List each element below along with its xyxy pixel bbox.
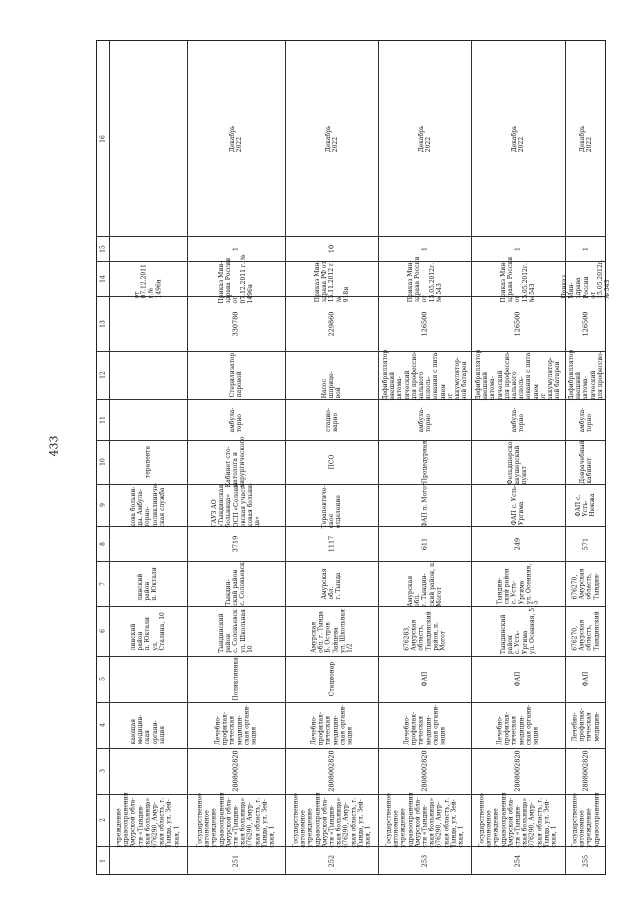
table-cell-text: 611	[419, 537, 428, 550]
table-cell-text: Декабрь 2022	[417, 125, 432, 152]
table-cell-text: 1117	[326, 535, 335, 552]
column-number-cell-text: 12	[99, 371, 107, 379]
table-cell-text: Процедурная	[420, 440, 428, 484]
table-cell	[565, 484, 607, 526]
table-cell	[285, 260, 378, 302]
table-cell-text: ФАП с. Усть- Нюкжа	[575, 493, 597, 517]
table-cell	[187, 702, 285, 748]
table-cell	[187, 794, 285, 846]
table-cell	[565, 440, 607, 484]
column-number-cell	[97, 846, 109, 876]
table-cell-text: Лечебно- профилак- тическая медицин- ская органи- зация	[309, 704, 353, 746]
table-cell	[378, 702, 471, 748]
table-cell	[471, 748, 565, 794]
table-cell-text: Лечебно- профилак- тическая медицин- ская органи- зация	[402, 704, 446, 746]
column-number-cell	[97, 526, 109, 561]
table-cell-text: 330780	[231, 311, 240, 336]
table-cell-text: учреждение здравоохранения Амурской обла- сти «Тындин- ская больница» 676290, Амур- ская область, г. Тында, ул. Зей- ская, 1	[115, 792, 181, 848]
table-cell-text: кающая медицин- ская органи- зация	[129, 714, 166, 745]
column-number-cell	[97, 351, 109, 399]
table-cell	[109, 41, 187, 236]
table-cell	[187, 606, 285, 656]
table-cell-text: Декабрь 2022	[324, 125, 339, 152]
table-cell-text: 2808002820	[326, 750, 335, 792]
table-cell-text: 126500	[513, 311, 522, 336]
table-cell	[560, 258, 612, 299]
table-cell	[109, 656, 187, 702]
table-cell	[285, 351, 378, 399]
table-cell	[187, 561, 285, 606]
table-cell	[187, 254, 285, 303]
table-cell	[187, 656, 285, 702]
table-cell	[565, 656, 607, 702]
table-cell	[109, 236, 187, 261]
table-cell-text: Декабрь 2022	[510, 125, 525, 152]
table-cell-text: амбула- торно	[228, 407, 243, 432]
table-cell	[285, 41, 378, 236]
table-cell-text: Терапевтиче- ское отделение	[320, 485, 343, 529]
table-cell	[471, 484, 565, 526]
table-cell	[187, 351, 285, 399]
table-cell	[378, 748, 471, 794]
table-cell	[285, 748, 378, 794]
table-cell	[187, 436, 285, 488]
table-cell-text: ПСО	[327, 454, 335, 470]
table-cell	[285, 399, 378, 440]
table-cell	[471, 41, 565, 236]
table-cell-text: 126500	[419, 311, 428, 336]
table-cell	[109, 846, 187, 876]
table-cell	[471, 351, 565, 399]
column-number-cell-text: 16	[99, 134, 107, 143]
table-cell	[187, 484, 285, 526]
table-cell-text: Дефибриллятор внешний автома- тический для профессио- нального исполь- зования с пита- нием от аккумулятор- ной батареи	[474, 349, 562, 401]
table-cell	[285, 656, 378, 702]
table-cell	[378, 606, 471, 656]
table-cell-text: 255	[581, 854, 590, 868]
column-number-cell-text: 2	[99, 818, 107, 822]
column-number-cell-text: 3	[99, 769, 107, 773]
table-cell-text: 253	[419, 854, 428, 868]
table-cell-text: Дефибриллятор внешний автома- тический для профессио-	[567, 349, 604, 401]
column-number-cell-text: 8	[99, 541, 107, 546]
table-cell	[565, 296, 607, 351]
table-cell	[285, 296, 378, 351]
table-cell-text: Декабрь 2022	[578, 125, 593, 152]
table-cell-text: 2808002820	[231, 750, 240, 792]
table-cell	[109, 526, 187, 561]
table-cell	[285, 794, 378, 846]
table-cell	[378, 256, 471, 302]
table-cell-text: Приказ Мин- здрава России от 15.05.2012г. № 543	[499, 256, 536, 302]
table-cell	[565, 846, 607, 876]
table-cell	[471, 440, 565, 484]
column-number-cell	[97, 606, 109, 656]
table-cell	[187, 526, 285, 561]
table-cell	[471, 656, 565, 702]
column-number-cell-text: 15	[99, 244, 107, 253]
table-cell-text: амбула- торно	[510, 407, 525, 432]
table-cell-text: 676283, Амурская область, Тындинский район, п. Могот	[402, 611, 446, 651]
table-cell-text: 1	[581, 246, 590, 251]
table-cell	[565, 561, 607, 606]
column-number-cell-text: 6	[99, 629, 107, 633]
table-cell-text: Государственное автономное учреждение здравоохранения	[571, 792, 601, 848]
table-cell-text: 2808002820	[581, 750, 590, 792]
column-number-cell	[97, 236, 109, 261]
column-number-cell-text: 1	[99, 859, 107, 863]
table-cell	[285, 846, 378, 876]
table-cell-text: кова больни- цы. Амбула- торно- поликлиниче- ская служба	[129, 482, 166, 528]
table-cell	[109, 748, 187, 794]
column-number-cell	[97, 656, 109, 702]
table-cell-text: Тындин- ский район с. Усть- Ургима ул. Осенняя, 5	[496, 563, 540, 604]
column-number-cell-text: 14	[99, 274, 107, 283]
table-cell	[378, 236, 471, 261]
table-cell	[378, 656, 471, 702]
table-cell-text: амбула- торно	[417, 407, 432, 432]
table-cell	[565, 526, 607, 561]
column-number-cell	[97, 748, 109, 794]
table-cell	[378, 846, 471, 876]
column-number-cell	[97, 561, 109, 606]
table-cell-text: 229860	[326, 311, 335, 336]
table-cell-text: Поликлиника	[232, 657, 240, 701]
table-cell-text: Приказ Мин- здрава России от 07.12.2011 г. № 1496н	[217, 254, 254, 303]
table-cell	[565, 351, 607, 399]
table-cell-text: Приказ Мин- здрава России от 15.05.2012г. № 543	[560, 258, 612, 299]
table-cell-text: Тындинский район с. Соловьевск ул. Школьная 10	[217, 609, 254, 653]
table-cell	[565, 702, 607, 748]
table-cell-text: стацио- нарно	[324, 407, 339, 432]
table-cell	[109, 702, 187, 748]
table-cell	[187, 846, 285, 876]
column-number-cell	[97, 702, 109, 748]
column-number-cell-text: 11	[99, 415, 107, 424]
table-cell-text: ФАП п. Могот	[420, 482, 428, 528]
column-number-cell	[97, 296, 109, 351]
column-number-cell	[97, 399, 109, 440]
table-cell-text: терапевта	[144, 445, 152, 479]
table-cell	[109, 261, 187, 296]
table-cell	[109, 440, 187, 484]
table-cell	[285, 484, 378, 529]
table-cell-text: Амурская обл. г. Тындин- ский район, п. Могот	[406, 560, 443, 607]
equipment-table	[96, 40, 612, 875]
table-cell-text: линский район п. Юктали ул. Сталина, 10	[129, 612, 166, 651]
table-cell	[471, 236, 565, 261]
table-cell-text: Фельдшерско- акушерский пункт	[507, 439, 529, 485]
table-cell	[565, 399, 607, 440]
table-cell	[285, 606, 378, 656]
table-cell	[565, 606, 607, 656]
table-cell-text: Приказ Мин- здрава РФ от 15.11.2012 г. № 918н	[313, 260, 350, 302]
table-cell	[471, 846, 565, 876]
table-cell	[378, 484, 471, 526]
table-cell-text: 252	[326, 854, 335, 868]
table-cell	[471, 606, 565, 656]
table-cell	[109, 296, 187, 351]
table-cell	[378, 794, 471, 846]
column-number-cell	[97, 484, 109, 526]
table-cell	[471, 399, 565, 440]
table-cell-text: 254	[513, 854, 522, 868]
table-cell	[109, 606, 187, 656]
table-cell	[285, 561, 378, 606]
table-cell	[378, 296, 471, 351]
table-cell	[565, 236, 607, 261]
column-number-cell-text: 4	[99, 723, 107, 727]
table-cell-text: 126500	[581, 311, 590, 336]
table-cell-text: 1	[513, 246, 522, 251]
table-cell-text: амбула- торно	[578, 407, 593, 432]
table-cell-text: 1	[231, 246, 240, 251]
table-cell-text: Государственное автономное учреждение здравоохранения Амурской обла- сти «Тындин- ская больница» 676290, Амур- ская область, г. Тында, ул. Зей- ская, 1	[384, 792, 464, 848]
table-cell-text: Амурская обл. г. Тында Б. Остров Зайцева ул. Школьная 1/2	[309, 609, 353, 653]
table-cell-text: 3719	[231, 535, 240, 552]
table-cell	[285, 236, 378, 261]
table-cell	[109, 794, 187, 846]
table-cell-text: ФАП	[582, 671, 590, 687]
table-cell-text: Доврачебный кабинет	[578, 440, 593, 484]
table-cell-text: 2808002820	[419, 750, 428, 792]
table-cell	[378, 41, 471, 236]
table-cell	[187, 748, 285, 794]
table-cell	[378, 440, 471, 484]
table-cell-text: ФАП с. Усть- Ургима	[510, 484, 525, 526]
table-cell-text: 10	[326, 244, 335, 253]
table-cell-text: Государственное автономное учреждение здравоохранения Амурской обла- сти «Тындин- ская больница» 676290, Амур- ская область, г. Тында, ул. Зей- ская, 1	[196, 792, 276, 848]
table-cell-text: 676270, Амурская область, Тындин-	[571, 567, 601, 600]
table-cell	[109, 561, 187, 606]
table-cell	[187, 236, 285, 261]
column-number-cell-text: 5	[99, 677, 107, 681]
table-cell-text: Стерилизатор паровой	[228, 352, 243, 398]
table-cell-text: Приказ Мин- здрава России от 15.05.2012г. № 543	[406, 256, 443, 302]
table-cell-text: Амурская обл. г. Тында	[320, 567, 343, 600]
table-cell	[285, 526, 378, 561]
column-number-cell-text: 9	[99, 503, 107, 507]
table-cell	[187, 399, 285, 440]
column-number-cell-text: 7	[99, 581, 107, 586]
table-cell-text: 251	[231, 854, 240, 868]
table-cell	[285, 440, 378, 484]
table-cell	[471, 794, 565, 846]
table-cell	[565, 794, 607, 846]
table-cell-text: 1	[419, 246, 428, 251]
table-cell	[565, 41, 607, 236]
table-cell	[378, 399, 471, 440]
page-number: 433	[47, 435, 61, 457]
table-cell-text: Декабрь 2022	[228, 125, 243, 152]
table-cell	[187, 41, 285, 236]
table-cell	[285, 702, 378, 748]
table-cell-text: Государственное автономное учреждение здравоохранения Амурской обла- сти «Тындин- ская больница» 676290, Амур- ская область, г. Тында, ул. Зей- ская, 1	[478, 792, 558, 848]
column-number-cell	[97, 261, 109, 296]
table-cell	[187, 296, 285, 351]
table-cell-text: Тындин- ский район с. Соловьевск	[225, 561, 247, 606]
table-cell	[471, 526, 565, 561]
table-cell-text: Государственное автономное учреждение здравоохранения Амурской обла- сти «Тындин- ская больница» 676290, Амур- ская область, г. Тында, ул. Зей- ская, 1	[291, 792, 371, 848]
table-cell-text: от 07.12.2011 г.№ 1496н	[133, 263, 163, 298]
table-cell-text: 676270, Амурская область, Тындинский	[571, 611, 601, 651]
table-cell-text: Стационар	[327, 661, 335, 697]
table-cell	[109, 399, 187, 440]
table-cell-text: Лечебно- профилак- тическая медицин-	[571, 708, 601, 742]
table-cell-text: ФАП	[420, 671, 428, 687]
table-cell-text: 2808002820	[513, 750, 522, 792]
table-cell	[471, 296, 565, 351]
table-cell	[565, 748, 607, 794]
table-cell-text: Лечебно- профилак- тическая медицин- ская органи- зация	[496, 704, 540, 746]
column-number-cell-text: 13	[99, 319, 107, 328]
table-cell-text: ФАП	[514, 671, 522, 687]
table-cell	[471, 702, 565, 748]
table-cell-text: Дефибриллятор внешний автома- тический для профессио- нального исполь- зования с пита- нием от аккумулятор- ной батареи	[381, 349, 468, 401]
table-cell	[378, 526, 471, 561]
table-cell-text: линский район п. Юктали	[137, 566, 159, 601]
column-number-cell-text: 10	[99, 458, 107, 466]
table-cell	[378, 351, 471, 399]
table-cell-text: Насос шприце- вой	[320, 371, 343, 399]
table-cell-text: Тындинский район с. Усть- Ургима ул. Осенняя, 5	[499, 607, 536, 655]
column-number-cell	[97, 794, 109, 846]
table-cell	[471, 561, 565, 606]
table-cell	[471, 256, 565, 302]
table-cell-text: Лечебно- профилак- тическая медицин- ская органи- зация	[214, 704, 258, 746]
table-cell-text: 249	[513, 537, 522, 550]
table-cell	[378, 561, 471, 606]
table-cell-text: ГАУЗ АО «Тындинская больница» ОСП «Соловь- евская участ- ковая больни- ца»	[210, 482, 262, 528]
table-cell-text: Кабинет сто- матолога и хирургического	[225, 436, 247, 488]
table-cell-text: 571	[581, 537, 590, 550]
table-cell	[109, 484, 187, 526]
table-cell	[109, 351, 187, 399]
column-number-cell	[97, 41, 109, 236]
column-number-cell	[97, 440, 109, 484]
